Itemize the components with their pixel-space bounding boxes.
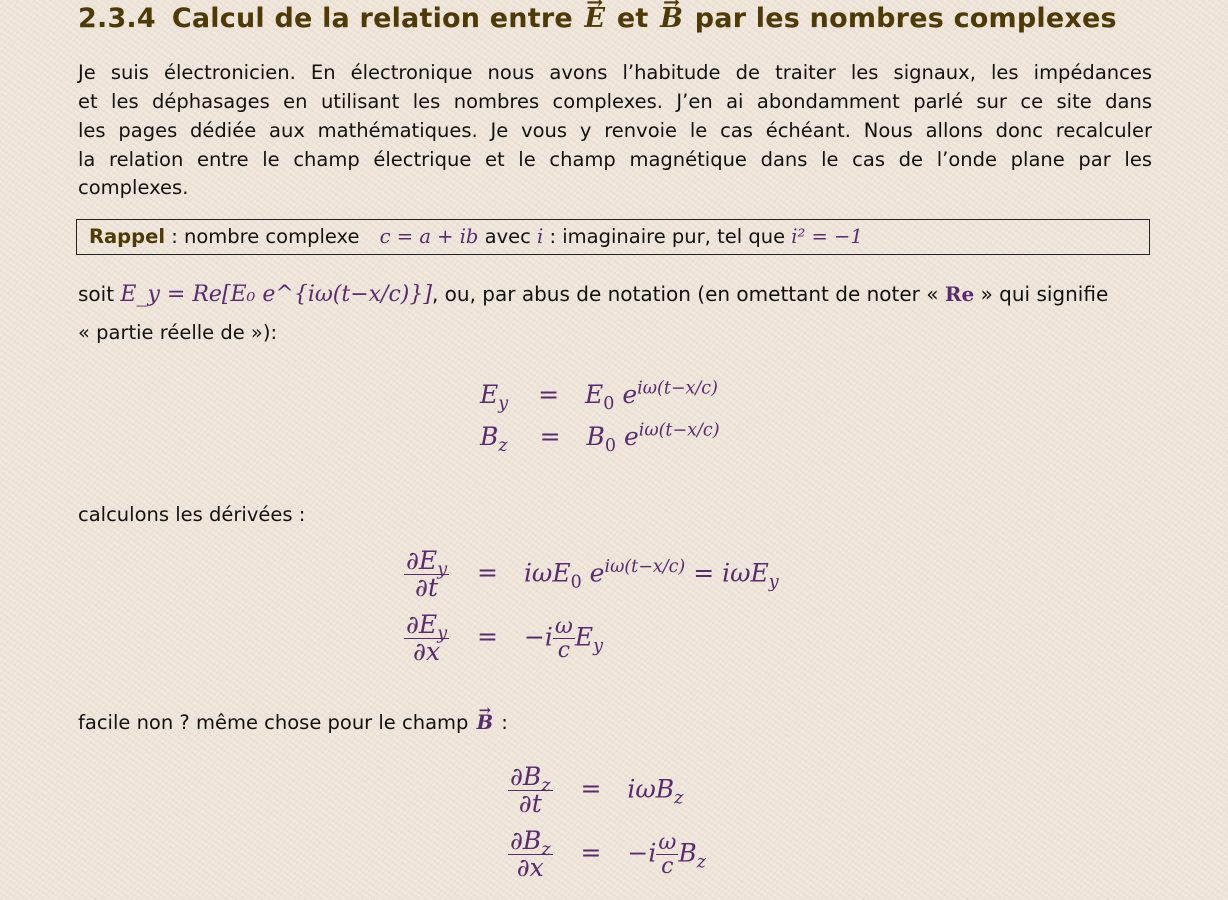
omega-num: ω — [554, 614, 573, 640]
b0-sub: 0 — [604, 436, 616, 456]
dbz-dx-tail-sub: z — [696, 852, 706, 873]
soit-formula: E_y = Re[E₀ e^{iω(t−x/c)}] — [120, 282, 432, 307]
ey-symbol: E — [480, 380, 499, 409]
heading-text-before: Calcul de la relation entre — [171, 3, 573, 34]
ey-exponent: iω(t−x/c) — [637, 378, 718, 399]
bz-symbol: B — [480, 422, 499, 451]
soit-text-1: , ou, par abus de notation (en omettant de noter « — [431, 282, 945, 306]
omega-over-c — [553, 615, 575, 662]
dey-dx-fraction: $\frac{\partial E_y}{\partial x}$ — [406, 610, 448, 667]
intro-line-4: la relation entre le champ électrique et le champ magnétique dans le cas de l’onde plane par les — [78, 148, 1152, 171]
dey-dt-tail-sub: y — [768, 572, 779, 593]
e0-symbol: E — [585, 380, 604, 409]
dey-dx-tail-sub: y — [593, 636, 603, 657]
equation-dey-dt: $\frac{\partial E_y}{\partial t}$ = iωE$_0$ $e^{i\omega(t-x/c)} = i\omega E_y$ — [406, 546, 779, 603]
omega-over-c-b — [656, 831, 678, 878]
rappel-eq: i² = −1 — [791, 225, 863, 248]
rappel-text-2: avec — [478, 225, 538, 248]
dey-dt-rhs-sub: 0 — [570, 572, 582, 593]
section-heading — [78, 3, 1117, 34]
facile-line — [78, 711, 508, 734]
soit-word: soit — [78, 282, 115, 306]
equation-dbz-dx: $\frac{\partial B_z}{\partial x}$ = −i $\frac{\omega}{c}$ $B_z$ — [510, 826, 706, 883]
rappel-label: Rappel — [89, 225, 166, 248]
dbz-dx-fraction: $\frac{\partial B_z}{\partial x}$ — [510, 826, 551, 883]
vector-e-symbol: → E — [582, 3, 607, 34]
intro-line-5: complexes. — [78, 176, 189, 199]
dbz-dt-rhs: iωB — [627, 774, 675, 804]
rappel-text-1: : nombre complexe — [165, 225, 366, 248]
facile-text: facile non ? même chose pour le champ — [78, 711, 475, 734]
vector-b-symbol: → B — [658, 3, 685, 34]
rappel-i: i — [537, 225, 544, 248]
dey-dt-rhs: iωE — [523, 558, 571, 588]
equation-bz: $B_z = B_0$ $e^{i\omega(t-x/c)}$ — [480, 420, 720, 456]
intro-line-1: Je suis électronicien. En électronique nous avons l’habitude de traiter les signaux, les impédances — [78, 61, 1152, 84]
e0-sub: 0 — [603, 394, 615, 414]
vector-b-inline: → B — [475, 711, 495, 734]
heading-et: et — [616, 3, 649, 34]
soit-text-2: » qui signifie — [974, 282, 1109, 306]
bz-exponent: iω(t−x/c) — [638, 420, 720, 441]
dey-dx-rhs: −i — [523, 622, 553, 652]
dey-dt-tail: = iωE — [685, 558, 769, 588]
heading-text-after: par les nombres complexes — [694, 3, 1117, 34]
omega-num-b: ω — [658, 830, 677, 856]
c-den: c — [557, 638, 571, 664]
dbz-dx-rhs: −i — [627, 838, 657, 868]
dey-dx-tail: E — [574, 622, 594, 652]
intro-line-3: les pages dédiée aux mathématiques. Je vous y renvoie le cas échéant. Nous allons donc recalculer — [78, 119, 1152, 142]
re-symbol: Re — [944, 282, 975, 306]
dey-dt-exponent: iω(t−x/c) — [604, 556, 686, 577]
b0-symbol: B — [586, 422, 605, 451]
equation-ey: $E_y = E_0$ $e^{i\omega(t-x/c)}$ — [480, 378, 718, 414]
dey-dt-fraction: $\frac{\partial E_y}{\partial t}$ — [406, 546, 448, 603]
soit-line — [78, 282, 1108, 307]
dbz-dt-fraction: $\frac{\partial B_z}{\partial t}$ — [510, 762, 551, 819]
bz-sub: z — [498, 436, 508, 456]
derivees-label: calculons les dérivées : — [78, 503, 306, 526]
equation-dey-dx: $\frac{\partial E_y}{\partial x}$ = −i $\frac{\omega}{c}$ $E_y$ — [406, 610, 603, 667]
rappel-box — [76, 219, 1150, 255]
intro-line-2: et les déphasages en utilisant les nombres complexes. J’en ai abondamment parlé sur ce site dans — [78, 90, 1152, 113]
dbz-dx-tail: B — [678, 838, 697, 868]
soit-line-2: « partie réelle de »): — [78, 321, 278, 344]
facile-colon: : — [495, 711, 508, 734]
rappel-text-3: : imaginaire pur, tel que — [543, 225, 792, 248]
rappel-formula: c = a + ib — [379, 225, 479, 248]
dbz-dt-rhs-sub: z — [674, 788, 684, 809]
equation-dbz-dt: $\frac{\partial B_z}{\partial t}$ = iωB$_z$ — [510, 762, 684, 819]
c-den-b: c — [661, 854, 674, 880]
section-number: 2.3.4 — [78, 3, 156, 34]
ey-sub: y — [498, 394, 509, 414]
